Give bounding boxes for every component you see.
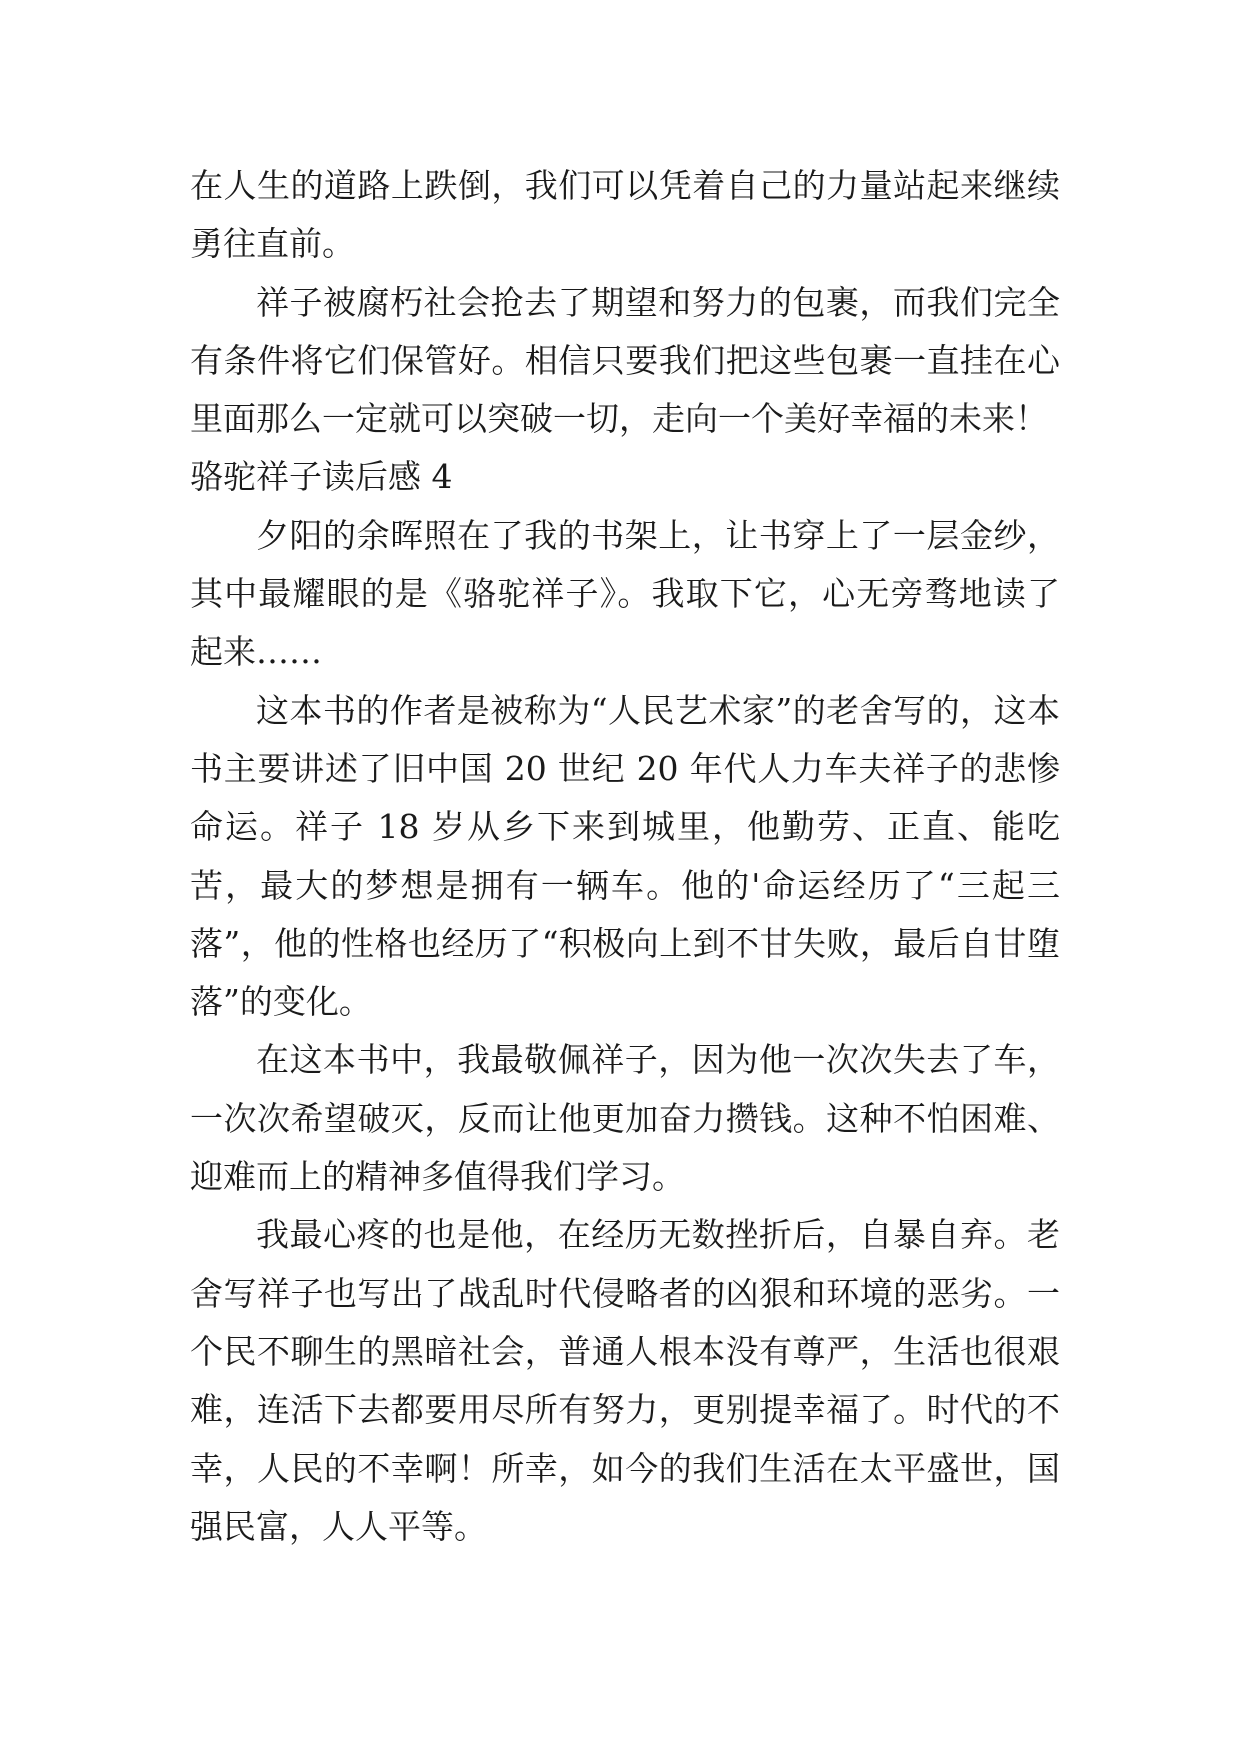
- paragraph-sunset-bookshelf: 夕阳的余晖照在了我的书架上，让书穿上了一层金纱，其中最耀眼的是《骆驼祥子》。我取下它，心无旁骛地读了起来……: [190, 515, 1060, 672]
- paragraph-admiration: 在这本书中，我最敬佩祥子，因为他一次次失去了车，一次次希望破灭，反而让他更加奋力攒钱。这种不怕困难、迎难而上的精神多值得我们学习。: [190, 1040, 1060, 1197]
- paragraph-sympathy: 我最心疼的也是他，在经历无数挫折后，自暴自弃。老舍写祥子也写出了战乱时代侵略者的凶狠和环境的恶劣。一个民不聊生的黑暗社会，普通人根本没有尊严，生活也很艰难，连活下去都要用尽所有努力，更别提幸福了。时代的不幸，人民的不幸啊！所幸，如今的我们生活在太平盛世，国强民富，人人平等。: [190, 1215, 1060, 1546]
- paragraph-xiangzi-burden: 祥子被腐朽社会抢去了期望和努力的包裹，而我们完全有条件将它们保管好。相信只要我们把这些包裹一直挂在心里面那么一定就可以突破一切，走向一个美好幸福的未来！: [190, 282, 1060, 439]
- paragraph-book-summary: 这本书的作者是被称为“人民艺术家”的老舍写的，这本书主要讲述了旧中国 20 世纪 20 年代人力车夫祥子的悲惨命运。祥子 18 岁从乡下来到城里，他勤劳、正直、能吃苦，最大的梦想是拥有一辆车。他的'命运经历了“三起三落”，他的性格也经历了“积极向上到不甘失败，最后自甘堕落”的变化。: [190, 690, 1060, 1022]
- section-heading: 骆驼祥子读后感 4: [190, 457, 453, 497]
- paragraph-continuation: 在人生的道路上跌倒，我们可以凭着自己的力量站起来继续勇往直前。: [190, 166, 1060, 264]
- document-body: [190, 157, 1060, 1556]
